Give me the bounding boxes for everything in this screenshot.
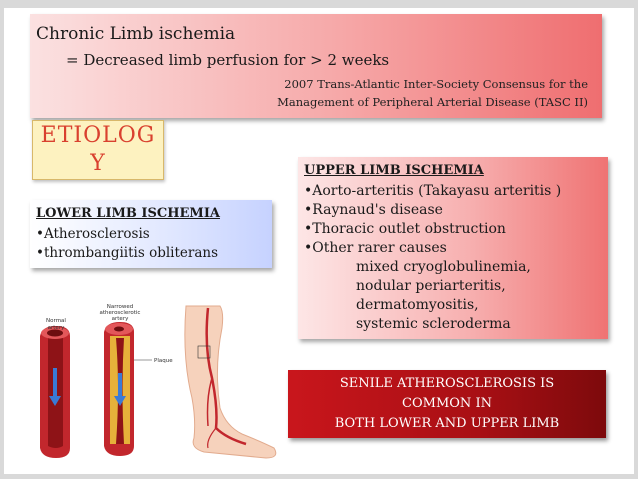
- source-line-1: 2007 Trans-Atlantic Inter-Society Consensus for the: [284, 77, 588, 91]
- etiology-heading: [32, 120, 164, 180]
- label-normal-artery-1: Normal: [46, 318, 66, 324]
- frame-left-border: [0, 0, 4, 479]
- narrowed-artery-drawing: [104, 322, 134, 456]
- frame-bottom-border: [0, 474, 638, 479]
- slide-title: Chronic Limb ischemia: [36, 24, 236, 44]
- lower-limb-item: •Atherosclerosis: [36, 226, 150, 242]
- lower-limb-item: •thrombangiitis obliterans: [36, 245, 219, 261]
- etiology-line-1: ETIOLOG: [40, 123, 156, 148]
- label-plaque: Plaque: [154, 358, 173, 364]
- upper-limb-title: UPPER LIMB ISCHEMIA: [304, 163, 484, 178]
- artery-leg-illustration: [36, 298, 286, 468]
- senile-atherosclerosis-banner: [288, 370, 606, 438]
- normal-artery-drawing: [40, 326, 70, 458]
- definition-text: = Decreased limb perfusion for > 2 weeks: [66, 51, 390, 69]
- upper-limb-item: •Other rarer causes: [304, 240, 447, 256]
- label-narrowed-artery-1: Narrowed: [106, 304, 134, 310]
- upper-limb-subitem: mixed cryoglobulinemia,: [356, 259, 531, 275]
- senile-line-1: SENILE ATHEROSCLEROSIS IS: [339, 376, 555, 391]
- senile-line-2: COMMON IN: [402, 396, 492, 411]
- frame-top-border: [0, 0, 638, 8]
- source-line-2: Management of Peripheral Arterial Disease (TASC II): [277, 95, 588, 109]
- upper-limb-subitem: nodular periarteritis,: [356, 278, 506, 294]
- upper-limb-item: •Thoracic outlet obstruction: [304, 221, 506, 237]
- upper-limb-box: [298, 157, 608, 339]
- header-banner: [30, 14, 602, 118]
- frame-right-border: [634, 0, 638, 479]
- upper-limb-subitem: systemic scleroderma: [356, 316, 511, 332]
- label-narrowed-artery-2: atherosclerotic: [99, 310, 141, 316]
- lower-limb-box: [30, 200, 272, 268]
- label-normal-artery-2: artery: [47, 325, 65, 331]
- upper-limb-subitem: dermatomyositis,: [356, 297, 479, 313]
- senile-line-3: BOTH LOWER AND UPPER LIMB: [334, 416, 560, 431]
- lower-limb-title: LOWER LIMB ISCHEMIA: [36, 206, 220, 221]
- leg-drawing: [185, 306, 276, 458]
- etiology-line-2: Y: [90, 151, 106, 176]
- upper-limb-item: •Aorto-arteritis (Takayasu arteritis ): [304, 183, 562, 199]
- label-narrowed-artery-3: artery: [111, 316, 129, 322]
- upper-limb-item: •Raynaud's disease: [304, 202, 443, 218]
